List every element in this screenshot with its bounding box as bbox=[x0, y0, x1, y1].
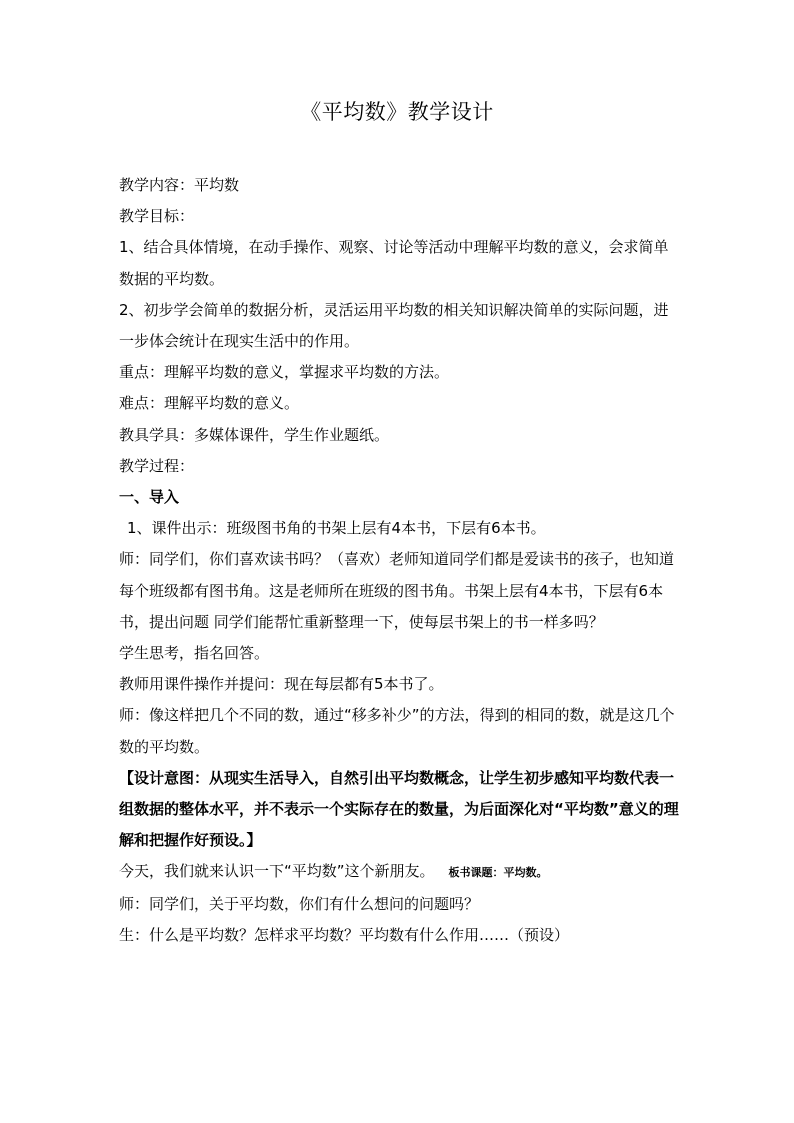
paragraph-teaching-aids: 教具学具：多媒体课件，学生作业题纸。 bbox=[119, 425, 390, 444]
paragraph-today-intro bbox=[119, 856, 679, 888]
paragraph-teaching-process: 教学过程： bbox=[119, 456, 195, 475]
paragraph-teacher-operation: 教师用课件操作并提问：现在每层都有5本书了。 bbox=[119, 675, 444, 694]
section-heading-intro: 一、导入 bbox=[119, 488, 180, 507]
paragraph-teaching-content: 教学内容：平均数 bbox=[119, 176, 240, 194]
paragraph-difficulty: 难点：理解平均数的意义。 bbox=[119, 394, 300, 413]
paragraph-teaching-goals: 教学目标： bbox=[119, 207, 195, 226]
paragraph-courseware-1: 1、课件出示：班级图书角的书架上层有4本书，下层有6本书。 bbox=[127, 519, 546, 538]
paragraph-teacher-question: 师：同学们，你们喜欢读书吗？（喜欢）老师知道同学们都是爱读书的孩子，也知道每个班级都有图书角。这是老师所在班级的图书角。书架上层有4本书，下层有6本书，提出问题 同学们能帮忙重新整理一下，使每层书架上的书一样多吗？ bbox=[119, 550, 675, 631]
board-note: 板书课题：平均数。 bbox=[448, 866, 548, 880]
paragraph-key-point: 重点：理解平均数的意义，掌握求平均数的方法。 bbox=[119, 363, 450, 382]
paragraph-teacher-ask: 师：同学们，关于平均数，你们有什么想问的问题吗？ bbox=[119, 894, 480, 913]
document-body bbox=[119, 170, 679, 951]
paragraph-goal-1: 1、结合具体情境，在动手操作、观察、讨论等活动中理解平均数的意义，会求简单数据的平均数。 bbox=[119, 238, 669, 288]
paragraph-student-answer: 学生思考，指名回答。 bbox=[119, 644, 270, 663]
document-title: 《平均数》教学设计 bbox=[300, 100, 494, 124]
today-intro-text: 今天，我们就来认识一下“平均数”这个新朋友。 bbox=[119, 862, 435, 881]
paragraph-average-definition: 师：像这样把几个不同的数，通过“移多补少”的方法，得到的相同的数，就是这几个数的平均数。 bbox=[119, 706, 675, 756]
paragraph-student-questions: 生：什么是平均数？怎样求平均数？平均数有什么作用……（预设） bbox=[119, 925, 570, 944]
paragraph-design-intent: 【设计意图：从现实生活导入，自然引出平均数概念，让学生初步感知平均数代表一组数据的整体水平，并不表示一个实际存在的数量，为后面深化对“平均数”意义的理解和把握作好预设。】 bbox=[119, 768, 679, 850]
paragraph-goal-2: 2、初步学会简单的数据分析，灵活运用平均数的相关知识解决简单的实际问题，进一步体会统计在现实生活中的作用。 bbox=[119, 300, 669, 351]
